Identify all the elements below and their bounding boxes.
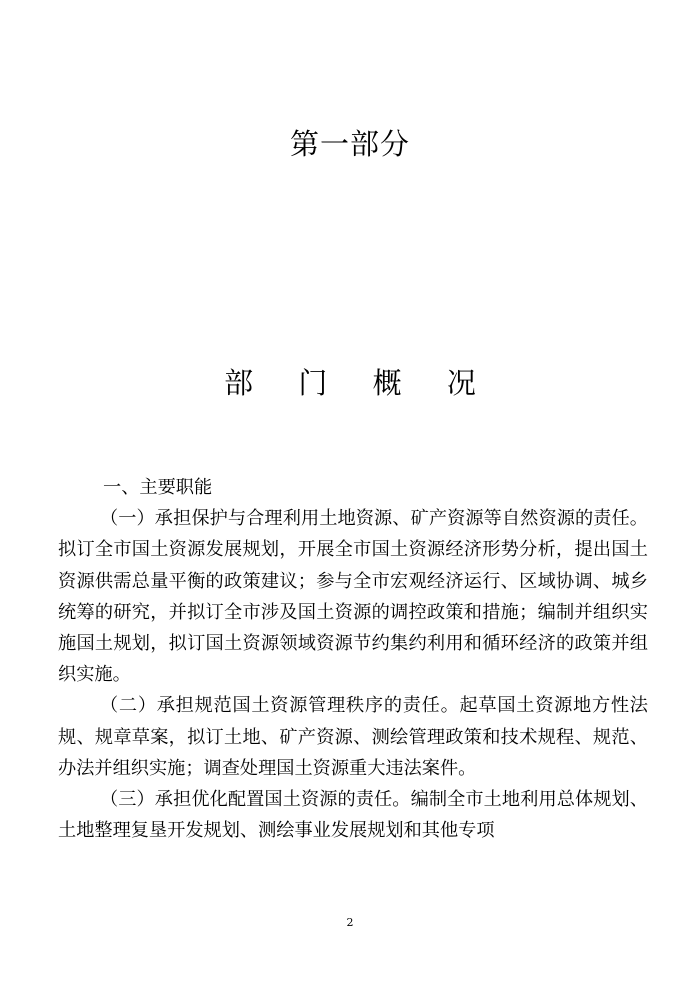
part-title: 第一部分 [289, 127, 410, 161]
paragraph-1: （一）承担保护与合理利用土地资源、矿产资源等自然资源的责任。拟订全市国土资源发展规划，开展全市国土资源经济形势分析，提出国土资源供需总量平衡的政策建议；参与全市宏观经济运行、区域协调、城乡统筹的研究，并拟订全市涉及国土资源的调控政策和措施；编制并组织实施国土规划，拟订国土资源领域资源节约集约利用和循环经济的政策并组织实施。 [58, 508, 648, 686]
section-title: 部 门 概 况 [224, 366, 494, 400]
body-text [58, 472, 648, 846]
heading-main-functions: 一、主要职能 [103, 477, 213, 498]
page-number: 2 [346, 916, 354, 929]
paragraph-3: （三）承担优化配置国土资源的责任。编制全市土地利用总体规划、土地整理复垦开发规划、测绘事业发展规划和其他专项 [58, 789, 648, 842]
paragraph-2: （二）承担规范国土资源管理秩序的责任。起草国土资源地方性法规、规章草案，拟订土地、矿产资源、测绘管理政策和技术规程、规范、办法并组织实施；调查处理国土资源重大违法案件。 [58, 695, 648, 779]
